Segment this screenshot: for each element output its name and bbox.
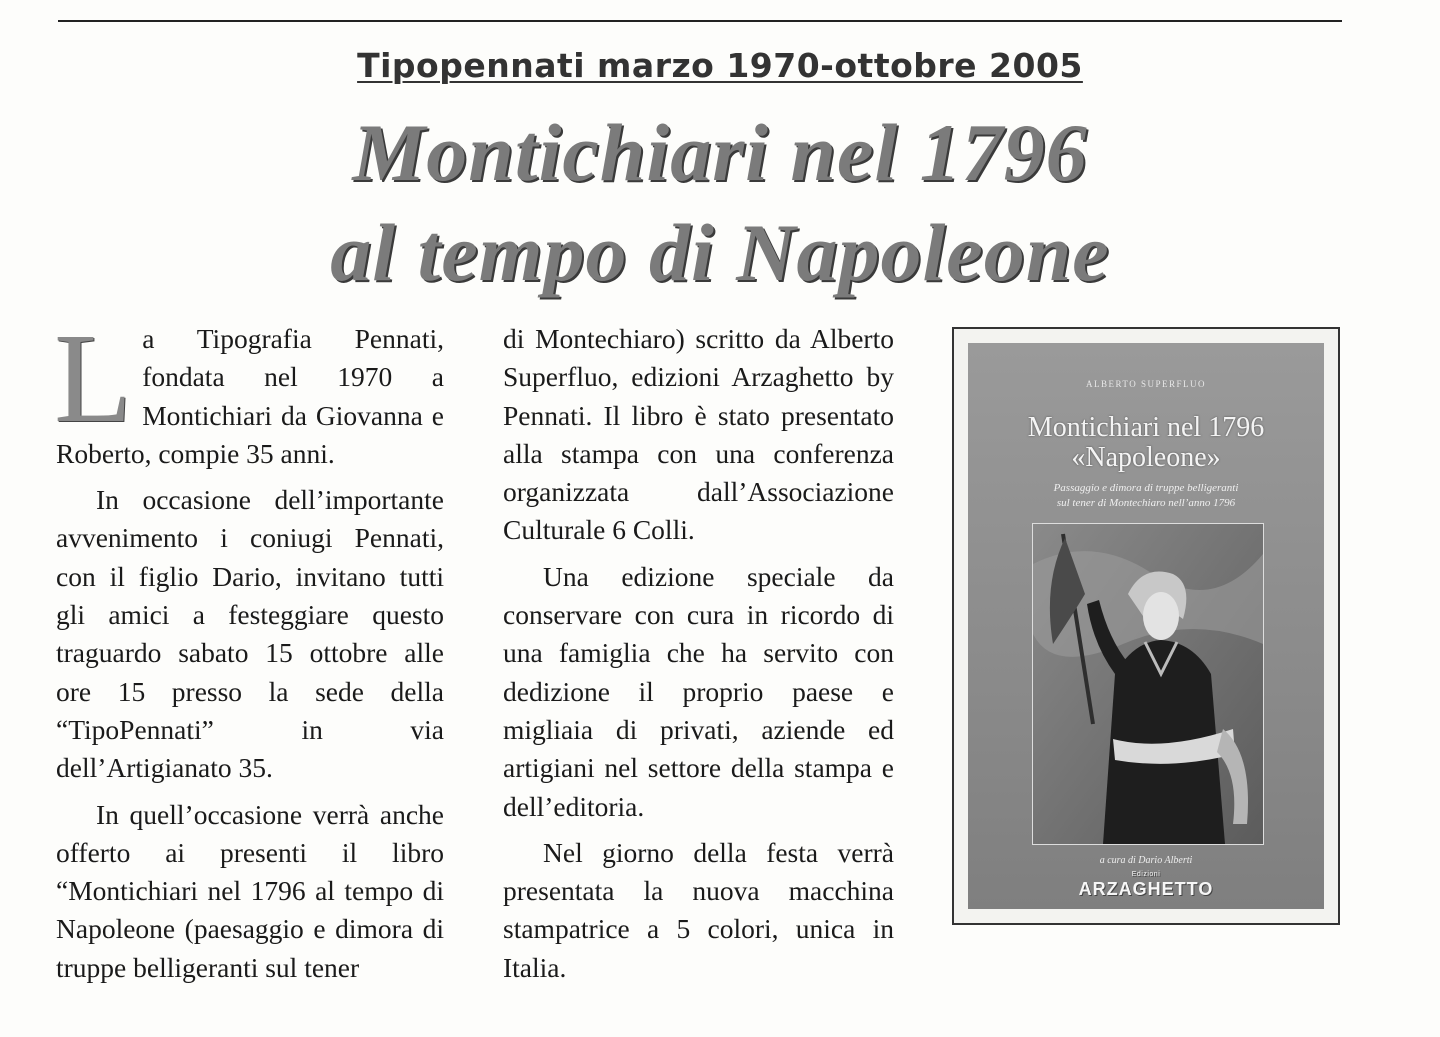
paragraph-1 bbox=[54, 307, 444, 473]
cover-title-line-2: «Napoleone» bbox=[1071, 442, 1221, 473]
napoleon-portrait-image bbox=[1032, 523, 1264, 845]
cover-subtitle-line-2: sul tener di Montechiaro nell’anno 1796 bbox=[1056, 497, 1236, 509]
cover-subtitle-line-1: Passaggio e dimora di truppe belligeranti bbox=[1053, 482, 1239, 494]
article-column-2 bbox=[503, 320, 894, 987]
article-column-1 bbox=[54, 307, 444, 987]
cover-editor: a cura di Dario Alberti bbox=[1099, 855, 1193, 866]
cover-title-line-1: Montichiari nel 1796 bbox=[1027, 412, 1265, 443]
paragraph-3: In quell’occasione verrà anche offerto ai presenti il libro “Montichiari nel 1796 al tempo di Napoleone (paesaggio e dimora di truppe belligeranti sul tener bbox=[56, 798, 444, 983]
paragraph-6: Nel giorno della festa verrà presentata la nuova macchina stampatrice a 5 colori, unica in Italia. bbox=[503, 836, 894, 983]
cover-publisher-small: Edizioni bbox=[1131, 871, 1161, 878]
drop-cap: L bbox=[54, 307, 133, 449]
cover-subtitle bbox=[968, 481, 1324, 511]
headline-line-1: Montichiari nel 1796 bbox=[352, 107, 1088, 198]
kicker-text: Tipopennati marzo 1970-ottobre 2005 bbox=[357, 46, 1083, 85]
top-rule bbox=[58, 20, 1342, 22]
paragraph-4: di Montechiaro) scritto da Alberto Superfluo, edizioni Arzaghetto by Pennati. Il libro è stato presentato alla stampa con una conferenza organizzata dall’Associazione Culturale 6 Colli. bbox=[503, 323, 894, 546]
paragraph-1-text: a Tipografia Pennati, fondata nel 1970 a Montichiari da Giovanna e Roberto, compie 35 anni. bbox=[56, 323, 444, 469]
book-cover bbox=[968, 343, 1324, 909]
cover-title bbox=[968, 413, 1324, 473]
cover-publisher-name: ARZAGHETTO bbox=[1078, 879, 1214, 899]
headline-line-2: al tempo di Napoleone bbox=[330, 207, 1110, 298]
section-kicker bbox=[0, 46, 1440, 85]
book-image-frame bbox=[952, 327, 1340, 925]
paragraph-5: Una edizione speciale da conservare con cura in ricordo di una famiglia che ha servito con dedizione il proprio paese e migliaia di privati, aziende ed artigiani nel settore della stampa e dell’editoria. bbox=[503, 560, 894, 822]
paragraph-2: In occasione dell’importante avvenimento i coniugi Pennati, con il figlio Dario, invitano tutti gli amici a festeggiare questo traguardo sabato 15 ottobre alle ore 15 presso la sede della “TipoPennati” in via dell’Artigianato 35. bbox=[56, 484, 444, 784]
cover-author: ALBERTO SUPERFLUO bbox=[1085, 379, 1207, 389]
portrait-illustration bbox=[1033, 524, 1263, 844]
cover-publisher-logo bbox=[968, 871, 1324, 900]
